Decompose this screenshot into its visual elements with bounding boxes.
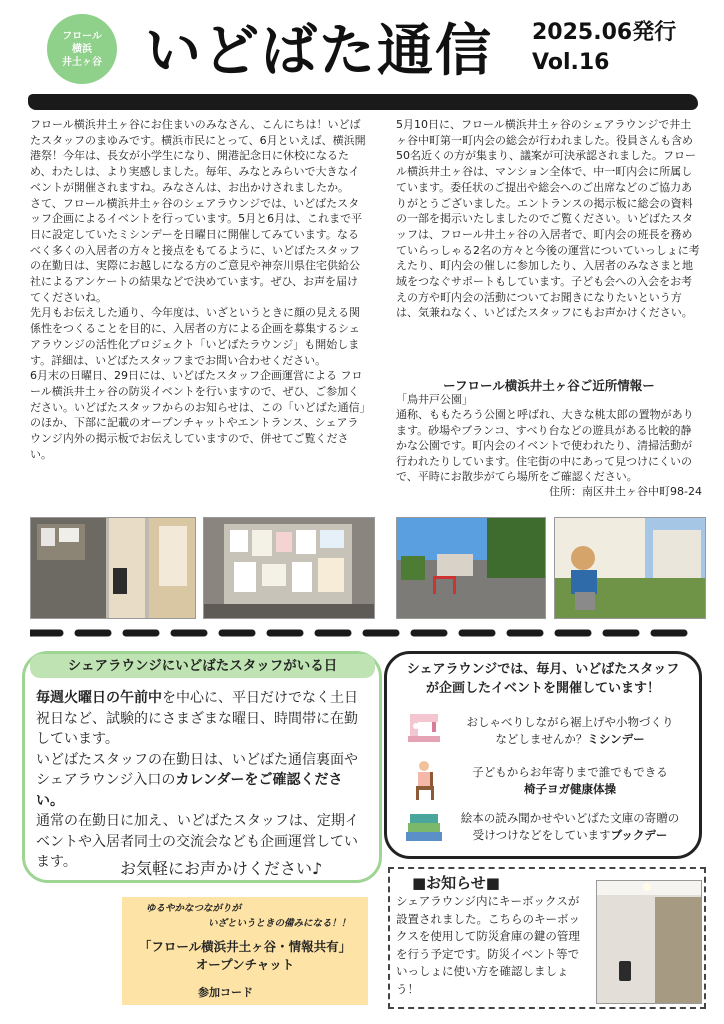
notice-text: シェアラウンジ内にキーボックスが設置されました。こちらのキーボックスを使用して防災倉庫の鍵の管理を行う予定です。防災イベント等でいっしょに使い方を確認しましょう！ bbox=[396, 894, 580, 996]
lounge-paragraph bbox=[36, 750, 366, 812]
event-description: おしゃべりしながら裾上げや小物づくり bbox=[466, 715, 674, 729]
park-name: 「鳥井戸公園」 bbox=[396, 393, 473, 406]
chat-subtitle: オープンチャット bbox=[195, 957, 295, 972]
issue-info bbox=[532, 18, 676, 78]
header-divider bbox=[28, 94, 698, 110]
event-text: などしませんか？ bbox=[495, 732, 588, 746]
chat-join-code-label: 参加コード bbox=[198, 986, 253, 999]
issue-volume: Vol.16 bbox=[532, 50, 610, 75]
event-description: 絵本の読み聞かせやいどばた文庫の寄贈の bbox=[460, 811, 680, 825]
event-description bbox=[450, 731, 690, 748]
events-heading-line: が企画したイベントを開催しています！ bbox=[425, 681, 660, 696]
issue-date: 2025.06発行 bbox=[532, 20, 677, 45]
intro-paragraph: フロール横浜井土ヶ谷にお住まいのみなさん、こんにちは！いどばたスタッフのまゆみです。横浜市民にとって、6月といえば、横浜開港祭！今年は、長女が小学生になり、開港記念日に休校になるため、わたしは、より実感しました。毎年、みなとみらいで大きなイベントが開催されますね。みなさんは、お出かけされましたか。 bbox=[30, 118, 366, 194]
event-name: ブックデー bbox=[610, 828, 668, 842]
intro-paragraph: さて、フロール横浜井土ヶ谷のシェアラウンジでは、いどばたスタッフ企画によるイベントを行っています。5月と6月は、これまで平日に設定していたミシンデーを日曜日に開催してみています。なるべく多くの入居者の方々と接点をもてるように、いどばたスタッフの在勤日は、実際にお越しになる方のご意見や神奈川県住宅供給公社によるアンケートの結果などで決めています。ぜひ、お声を届けてくださいね。 bbox=[30, 196, 363, 304]
sewing-machine-icon bbox=[404, 710, 444, 746]
lounge-emphasis: 毎週火曜日の午前中 bbox=[36, 690, 162, 706]
chat-tagline: いざというときの備みになる！！ bbox=[208, 918, 351, 929]
event-description bbox=[450, 781, 690, 798]
neighborhood-association-column bbox=[396, 117, 702, 321]
event-description bbox=[450, 827, 690, 844]
event-description: 子どもからお年寄りまで誰でもできる bbox=[472, 765, 668, 779]
badge-line: 井土ヶ谷 bbox=[62, 56, 102, 68]
park-photo bbox=[396, 517, 546, 619]
lounge-staff-text bbox=[36, 688, 366, 873]
chat-title: 「フロール横浜井土ヶ谷・情報共有」 bbox=[138, 939, 352, 954]
lounge-text: いどばたスタッフの在勤日は、いどばた通信裏面やシェアラウンジ入口の bbox=[36, 751, 358, 788]
event-name: ミシンデー bbox=[587, 732, 645, 746]
event-sewing-day bbox=[450, 714, 690, 748]
park-description: 通称、ももたろう公園と呼ばれ、大きな桃太郎の置物があります。砂場やブランコ、すべり台などの遊具がある比較的静かな公園です。町内会のイベントで使われたり、清掃活動が行われたりしています。住宅街の中にあって見つけにくいので、平時にお散歩がてら場所をご確認ください。 bbox=[396, 408, 694, 484]
lounge-signoff: お気軽にお声かけください♪ bbox=[120, 859, 323, 878]
neighborhood-info bbox=[396, 392, 702, 500]
lounge-text: を中心に、平日だけでなく土日祝日など、試験的にさまざまな曜日、時間帯に在勤しています。 bbox=[36, 690, 358, 747]
intro-column bbox=[30, 117, 366, 462]
event-chair-yoga bbox=[450, 764, 690, 798]
badge-line: フロール bbox=[62, 30, 102, 42]
notice-heading: ■お知らせ■ bbox=[412, 874, 500, 892]
event-book-day bbox=[450, 810, 690, 844]
bulletin-board-photo bbox=[203, 517, 375, 619]
events-heading-line: シェアラウンジでは、毎月、いどばたスタッフ bbox=[406, 662, 680, 677]
lounge-staff-heading: シェアラウンジにいどばたスタッフがいる日 bbox=[30, 654, 375, 678]
association-paragraph: 5月10日に、フロール横浜井土ヶ谷のシェアラウンジで井土ヶ谷中町第一町内会の総会が行われました。役員さんも含め50名近くの方が集まり、議案が可決承認されました。フロール横浜井土ヶ谷は、マンション全体で、中一町内会に所属しています。委任状のご提出や総会へのご出席などのご協力ありがとうございました。エントランスの掲示板に総会の資料の一部を掲示いたしましたのでご覧ください。いどばたスタッフは、フロール井土ヶ谷の入居者で、町内会の班長を務めていらっしゃる2名の方々と今後の運営についていっしょに考えたり、町内会の催しに参加したり、入居者のみなさまと地域をつなぐサポートもしています。子ども会への入会をお考えの方や町内会の活動についてお聞きになりたいという方は、気兼ねなく、いどばたスタッフにもお声かけください。 bbox=[396, 118, 700, 320]
lounge-emphasis: カレンダーをご確認ください。 bbox=[36, 772, 343, 809]
lounge-paragraph: 通常の在勤日に加え、いどばたスタッフは、定期イベントや入居者同士の交流会なども企画運営しています。 bbox=[36, 813, 359, 870]
lounge-entrance-photo bbox=[30, 517, 196, 619]
neighborhood-info-title: ーフロール横浜井土ヶ谷ご近所情報ー bbox=[443, 378, 655, 393]
park-address: 住所：南区井土ヶ谷中町98-24 bbox=[549, 485, 702, 499]
event-text: 受けつけなどをしています bbox=[472, 828, 611, 842]
books-icon bbox=[404, 808, 444, 844]
logo-badge bbox=[47, 14, 117, 84]
intro-paragraph: 6月末の日曜日、29日には、いどばたスタッフ企画運営による フロール横浜井土ヶ谷の防災イベントを行いますので、ぜひ、ご参加ください。いどばたスタッフからのお知らせは、この「いどばた通信」のほか、下部に記載のオープンチャットやエントランス、シェアラウンジ内外の掲示板でお伝えしていますので、併せてご覧ください。 bbox=[30, 369, 366, 461]
badge-line: 横浜 bbox=[72, 43, 92, 55]
momotaro-statue-photo bbox=[554, 517, 706, 619]
event-name: 椅子ヨガ健康体操 bbox=[524, 782, 616, 796]
chat-tagline: ゆるやかなつながりが bbox=[146, 903, 242, 914]
section-divider bbox=[30, 623, 694, 633]
events-heading bbox=[392, 660, 694, 698]
key-box-photo bbox=[596, 880, 702, 1004]
lounge-paragraph bbox=[36, 688, 366, 750]
intro-paragraph: 先月もお伝えした通り、今年度は、いざというときに顔の見える関係性をつくることを目的に、入居者の方による企画を募集するシェアラウンジの活性化プロジェクト「いどばたラウンジ」も開始します。詳細は、いどばたスタッフまでお問い合わせください。 bbox=[30, 306, 360, 367]
newsletter-title: いどばた通信 bbox=[145, 19, 493, 84]
chair-yoga-icon bbox=[404, 758, 444, 802]
